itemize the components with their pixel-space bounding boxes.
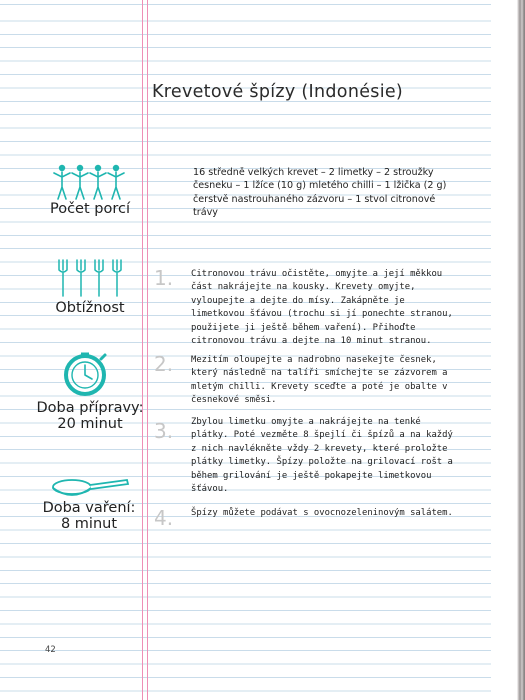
step-number: 1.	[154, 266, 174, 290]
margin-line-right	[147, 0, 148, 700]
margin-line-left	[142, 0, 143, 700]
step-number: 2.	[154, 352, 174, 376]
cook-time-value: 8 minut	[60, 516, 118, 532]
step-text: Špízy můžete podávat s ovocnozeleninovým salátem.	[191, 508, 453, 518]
step-number: 3.	[154, 419, 174, 443]
prep-time-value: 20 minut	[57, 416, 123, 432]
difficulty-label: Obtížnost	[55, 300, 125, 316]
page-number: 42	[45, 645, 56, 655]
step-number: 4.	[154, 506, 174, 530]
frying-pan-icon	[50, 476, 130, 502]
forks-icon	[57, 258, 123, 298]
prep-time-label: Doba přípravy:	[36, 400, 144, 416]
stopwatch-icon	[57, 350, 113, 398]
step-text: Zbylou limetku omyjte a nakrájejte na tenké plátky. Poté vezměte 8 špejlí či špízů a na každý z nich navlékněte vždy 2 krevety, které proložte plátky limetky. Špízy položte na grilovací rošt a během grilování je ještě pokapejte limetkovou šťávou.	[191, 417, 453, 495]
step-text: Citronovou trávu očistěte, omyjte a její měkkou část nakrájejte na kousky. Krevety omyjte, vyloupejte a dejte do mísy. Zakápněte je limetkovou šťávou (trochu si jí ponechte stranou, použijete ji ještě během vaření). Přihoďte citronovou trávu a dejte na 10 minut stranou.	[191, 269, 453, 347]
ingredients-text: 16 středně velkých krevet – 2 limetky – 2 stroužky česneku – 1 lžíce (10 g) mletého chilli – 1 lžička (2 g) čerstvě nastrouhaného zázvoru – 1 stvol citronové trávy	[193, 167, 447, 219]
people-icon	[53, 163, 127, 201]
step-text: Mezitím oloupejte a nadrobno nasekejte česnek, který následně na talíři smíchejte se zázvorem a mletým chilli. Krevety sceďte a poté je obalte v česnekové směsi.	[191, 355, 448, 406]
page-edge	[491, 0, 525, 700]
cook-time-label: Doba vaření:	[42, 500, 136, 516]
recipe-title: Krevetové špízy (Indonésie)	[152, 82, 404, 102]
servings-label: Počet porcí	[49, 201, 130, 217]
